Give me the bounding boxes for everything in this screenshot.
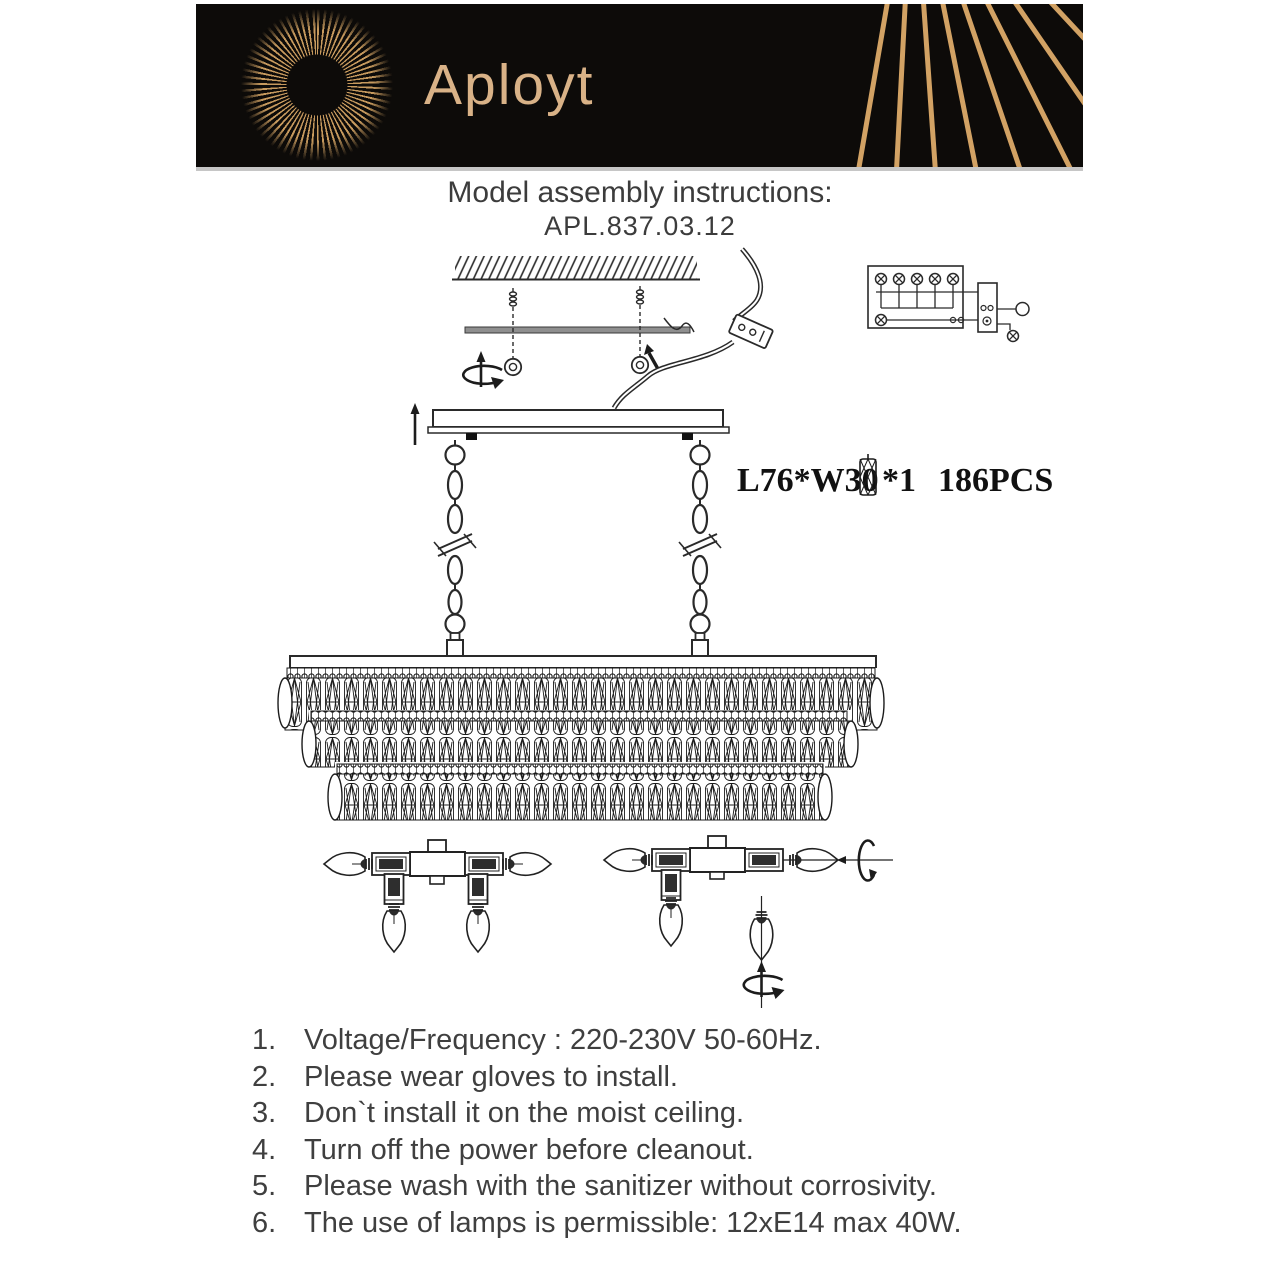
instruction-list [252,1022,1062,1242]
tighten-arrow-icon [644,344,658,369]
brand-banner [196,4,1083,171]
wiring-diagram [868,266,1029,342]
dimensions-label: L76*W30 [737,462,879,499]
hanging-chain [434,440,476,643]
pieces-label: 186PCS [938,462,1054,499]
parts-label [737,454,1053,499]
mounting-bar [465,327,690,333]
list-item [252,1022,1062,1059]
item-number: 5. [252,1170,277,1203]
canopy-plate [411,403,730,445]
rotation-arrow-icon [744,961,785,999]
sunburst-logo-icon [238,6,396,164]
list-item [252,1059,1062,1096]
bulb-icon [383,904,406,952]
up-arrow-icon [411,403,420,414]
item-text: Turn off the power before cleanout. [304,1133,754,1166]
item-number: 2. [252,1060,277,1093]
bulb-icon [467,904,490,952]
crystal-tier-3 [328,762,832,822]
item-text: Please wash with the sanitizer without corrosivity. [304,1170,937,1203]
hanging-chain [679,440,721,643]
item-text: Please wear gloves to install. [304,1060,678,1093]
assembly-diagram [250,240,1070,1020]
item-text: Don`t install it on the moist ceiling. [304,1097,745,1130]
bulb-icon [324,853,372,876]
list-item [252,1095,1062,1132]
list-item [252,1132,1062,1169]
chandelier-body [278,640,884,822]
model-number: APL.837.03.12 [544,211,736,241]
page-title: Model assembly instructions: [447,176,833,209]
bulb-install-diagram [604,836,893,1008]
brand-name: Aployt [424,53,595,117]
socket-assembly-diagram [324,840,551,952]
corner-rays-icon [663,4,1083,167]
heading-block [0,176,1280,242]
item-number: 1. [252,1024,277,1056]
bulb-icon [660,898,683,946]
item-number: 6. [252,1206,277,1239]
bulb-icon [604,849,652,872]
rotation-arrow-icon [859,841,877,882]
rotation-arrow-icon [463,351,504,389]
item-text: The use of lamps is permissible: 12xE14 max 40W. [304,1206,962,1239]
item-number: 4. [252,1133,277,1166]
item-number: 3. [252,1097,277,1130]
list-item [252,1168,1062,1205]
list-item [252,1205,1062,1242]
terminal-block [729,314,774,349]
per-unit-label: *1 [882,462,916,499]
bulb-icon [503,853,551,876]
crystal-tier-2 [302,710,858,770]
item-text: Voltage/Frequency : 220-230V 50-60Hz. [304,1024,822,1056]
ceiling-hatch [452,256,700,280]
